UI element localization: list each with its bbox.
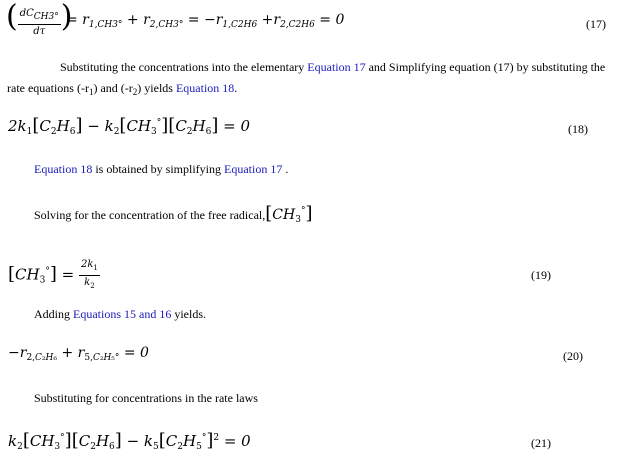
equation-18-link-2[interactable]: Equation 18 bbox=[34, 162, 93, 176]
equation-18: $2k_1[C_2H_6] - k_2[CH_3^\circ][C_2H_6] = 0$ bbox=[8, 115, 251, 137]
paragraph-substituting-concentrations: Substituting the concentrations into the elementary Equation 17 and Simplifying equation (17) by substituting the bbox=[60, 60, 606, 74]
right-paren: ) bbox=[60, 0, 73, 34]
paragraph-adding-equations: Adding Equations 15 and 16 yields. bbox=[34, 307, 206, 321]
k-ratio-fraction: $\frac{2k_1}{k_2}$ bbox=[80, 259, 98, 290]
paragraph-substituting-rate-laws: Substituting for concentrations in the rate laws bbox=[34, 391, 258, 405]
equation-19: $[CH_3^\circ]$ = $\frac{2k_1}{k_2}$ bbox=[8, 258, 100, 293]
equation-20-number: (20) bbox=[563, 349, 583, 363]
equation-17-number: (17) bbox=[586, 17, 606, 31]
free-radical-math: $[CH_3^\circ]$ bbox=[265, 203, 313, 225]
equation-18-number: (18) bbox=[568, 122, 588, 136]
paragraph-rate-equations-line: rate equations $(-r_1)$ and $(-r_2)$ yields Equation 18. bbox=[7, 81, 238, 97]
equation-21: $k_2[CH_3^\circ][C_2H_6] - k_5[C_2H_5^\circ]^2 = 0$ bbox=[8, 430, 251, 452]
equation-19-number: (19) bbox=[531, 268, 551, 282]
equation-17 bbox=[6, 2, 72, 40]
equation-21-number: (21) bbox=[531, 436, 551, 450]
equation-20: $-r_{2,C_2H_6} + r_{5,C_2H_5^\circ} = 0$ bbox=[8, 345, 149, 363]
equation-17-rhs: = $r_{1,CH3^\circ} + r_{2,CH3^\circ} = -r_{1,C2H6} +r_{2,C2H6} = 0$ bbox=[66, 12, 345, 30]
left-paren: ( bbox=[6, 0, 18, 34]
equation-18-link[interactable]: Equation 18 bbox=[175, 81, 235, 95]
equations-15-16-link[interactable]: Equations 15 and 16 bbox=[73, 307, 172, 321]
paragraph-equation-18-obtained: Equation 18 is obtained by simplifying Equation 17 . bbox=[34, 162, 289, 176]
equation-17-link[interactable]: Equation 17 bbox=[307, 60, 366, 74]
paragraph-solving-free-radical: Solving for the concentration of the free $radical,[CH_3^\circ]$ bbox=[34, 203, 313, 225]
equation-17-link-2[interactable]: Equation 17 bbox=[224, 162, 283, 176]
derivative-fraction: $\frac{dC_{CH3^\circ}}{d\tau}$ bbox=[19, 7, 59, 37]
